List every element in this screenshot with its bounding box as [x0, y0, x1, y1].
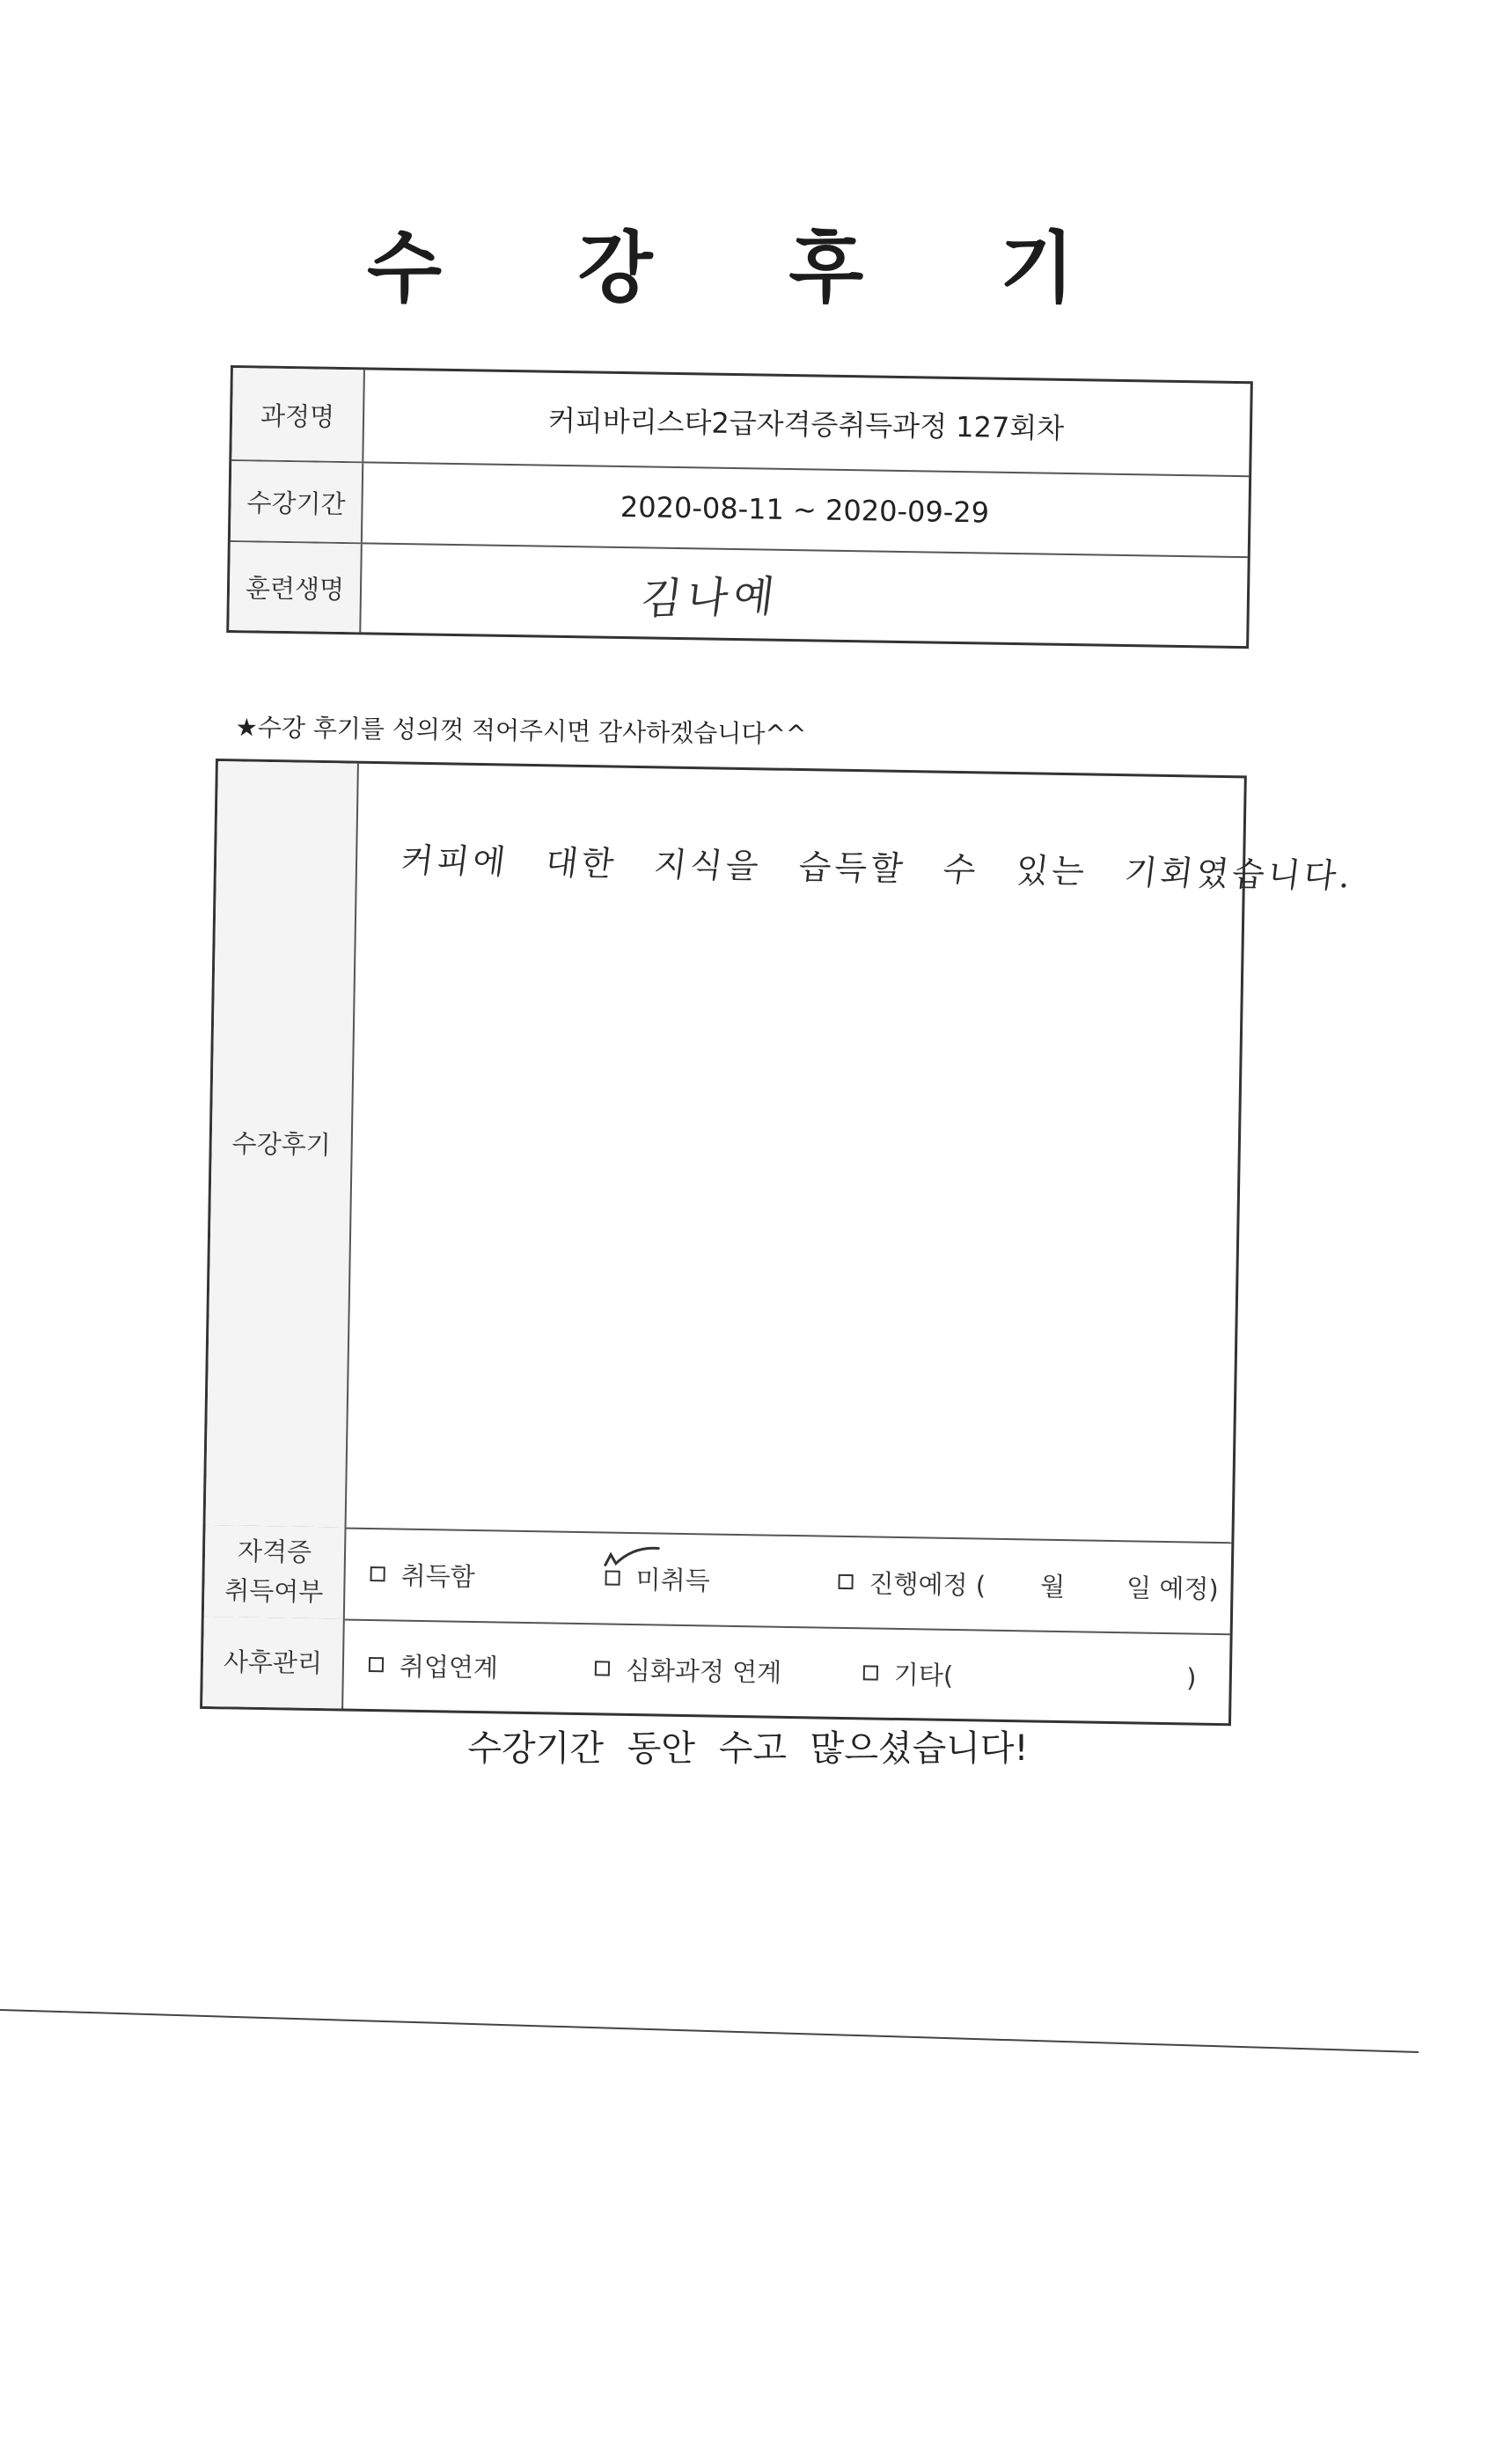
document-title: 수 강 후 기	[367, 223, 1129, 313]
review-label: 수강후기	[206, 761, 359, 1528]
option-other-close: )	[1185, 1662, 1197, 1693]
trainee-label: 훈련생명	[229, 542, 363, 632]
followup-label: 사후관리	[202, 1617, 345, 1709]
certificate-label	[204, 1525, 347, 1619]
info-table	[226, 365, 1253, 649]
course-row	[231, 368, 1250, 477]
option-not-acquired[interactable]	[605, 1531, 711, 1624]
course-label: 과정명	[231, 368, 365, 461]
option-in-progress[interactable]	[838, 1536, 1220, 1633]
scan-edge-line	[0, 2008, 1419, 2061]
period-label: 수강기간	[231, 461, 363, 542]
option-day-label: 일 예정)	[1126, 1572, 1219, 1604]
checkbox-icon[interactable]	[369, 1657, 384, 1672]
option-in-progress-label: 진행예정 (	[869, 1567, 986, 1601]
option-other[interactable]	[862, 1627, 1197, 1722]
checkbox-icon[interactable]	[838, 1573, 853, 1588]
period-value: 2020-08-11 ~ 2020-09-29	[620, 489, 990, 530]
checkbox-checked-icon[interactable]	[605, 1570, 620, 1585]
review-handwritten-text: 커피에 대한 지식을 습득할 수 있는 기회였습니다.	[399, 840, 1356, 896]
option-month-label: 월	[1039, 1571, 1066, 1602]
review-text-cell	[347, 764, 1356, 1543]
option-other-label: 기타(	[893, 1659, 954, 1690]
checkbox-icon[interactable]	[595, 1661, 610, 1676]
certificate-options-cell	[345, 1528, 1232, 1634]
trainee-handwritten-name: 김나예	[638, 571, 782, 624]
option-acquired[interactable]	[370, 1528, 476, 1621]
certificate-label-line1: 자격증	[237, 1536, 312, 1567]
option-advanced-course-label: 심화과정 연계	[625, 1654, 782, 1688]
followup-options-cell	[343, 1619, 1230, 1724]
course-value: 커피바리스타2급자격증취득과정 127회차	[547, 403, 1065, 445]
handwritten-check-icon	[604, 1542, 661, 1571]
certificate-label-line2: 취득여부	[224, 1575, 324, 1608]
period-row	[231, 461, 1249, 558]
checkbox-icon[interactable]	[863, 1665, 878, 1680]
checkbox-icon[interactable]	[370, 1566, 385, 1581]
option-employment[interactable]	[368, 1619, 499, 1711]
trainee-value-cell	[359, 544, 1247, 646]
closing-message: 수강기간 동안 수고 많으셨습니다!	[467, 1728, 1029, 1769]
review-table	[200, 759, 1356, 1726]
option-acquired-label: 취득함	[400, 1560, 475, 1592]
option-advanced-course[interactable]	[594, 1623, 782, 1716]
instruction-note: ★수강 후기를 성의껏 적어주시면 감사하겠습니다^^	[235, 712, 807, 749]
trainee-row	[229, 542, 1247, 646]
option-employment-label: 취업연계	[399, 1651, 499, 1683]
option-not-acquired-label: 미취득	[635, 1564, 710, 1595]
